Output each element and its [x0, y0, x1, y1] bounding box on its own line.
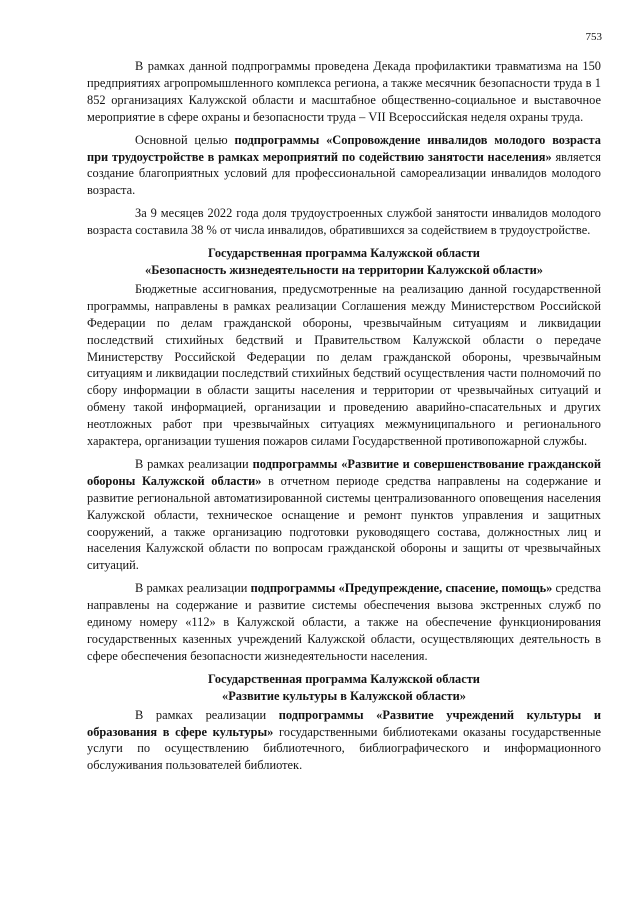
section-heading: [87, 245, 601, 279]
paragraph-text: в отчетном периоде средства направлены на содержание и развитие региональной автоматизированной системы централизованного оповещения населения Калужской области, техническое оснащение и ремонт пунктов управления и защитных сооружений, а также организацию подготовки руководящего состава, должностных лиц и населения Калужской области по вопросам гражданской обороны и защиты от чрезвычайных ситуаций.: [87, 473, 601, 573]
paragraph: [87, 205, 601, 239]
paragraph-text: В рамках реализации: [135, 707, 279, 722]
paragraph: [87, 281, 601, 450]
paragraph-text: Бюджетные ассигнования, предусмотренные на реализацию данной государственной программы, направлены в рамках реализации Соглашения между Министерством Российской Федерации по делам гражданской обороны, чрезвычайным ситуациям и ликвидации последствий стихийных бедствий и Правительством Калужской области о передаче Министерству Российской Федерации по делам гражданской обороны, чрезвычайным ситуациям и ликвидации последствий стихийных бедствий осуществления части полномочий по сбору информации в области защиты населения и территории от чрезвычайных ситуаций и обмену такой информацией, организации и проведению аварийно-спасательных и других неотложных работ при чрезвычайных ситуациях межмуниципального и регионального характера, организации тушения пожаров силами Государственной противопожарной службы.: [87, 281, 601, 449]
subprogram-name: подпрограммы «Развитие учреждений культуры и образования в сфере культуры»: [87, 707, 601, 739]
section-heading-line: «Развитие культуры в Калужской области»: [222, 688, 466, 703]
paragraph-text: В рамках реализации: [135, 456, 253, 471]
subprogram-name: подпрограммы «Развитие и совершенствование гражданской обороны Калужской области»: [87, 456, 601, 488]
paragraph-text: Основной целью: [135, 132, 235, 147]
subprogram-name: подпрограммы «Сопровождение инвалидов молодого возраста при трудоустройстве в рамках мероприятий по содействию занятости населения»: [87, 132, 601, 164]
paragraph-text: В рамках данной подпрограммы проведена Декада профилактики травматизма на 150 предприятиях агропромышленного комплекса региона, а также месячник безопасности труда в 1 852 организациях Калужской области и масштабное общественно-социальное и выставочное мероприятие в сфере охраны и безопасности труда – VII Всероссийская неделя охраны труда.: [87, 59, 601, 124]
document-body: [87, 58, 601, 780]
section-heading: [87, 671, 601, 705]
paragraph-text: является создание благоприятных условий для профессиональной самореализации инвалидов молодого возраста.: [87, 149, 601, 198]
section-heading-line: «Безопасность жизнедеятельности на территории Калужской области»: [145, 262, 543, 277]
paragraph: [87, 132, 601, 200]
paragraph-text: В рамках реализации: [135, 581, 251, 596]
paragraph-text: средства направлены на содержание и развитие системы обеспечения вызова экстренных служб по единому номеру «112» в Калужской области, а также на обеспечение функционирования государственных казенных учреждений Калужской области, осуществляющих деятельность в сфере обеспечения безопасности жизнедеятельности населения.: [87, 581, 601, 663]
section-heading-line: Государственная программа Калужской области: [208, 246, 480, 261]
section-heading-line: Государственная программа Калужской области: [208, 671, 480, 686]
paragraph: [87, 580, 601, 665]
page-number: 753: [585, 31, 602, 43]
paragraph-text: За 9 месяцев 2022 года доля трудоустроенных службой занятости инвалидов молодого возраста составила 38 % от числа инвалидов, обратившихся за содействием в трудоустройстве.: [87, 206, 601, 238]
paragraph: [87, 456, 601, 574]
paragraph-text: государственными библиотеками оказаны государственные услуги по осуществлению библиотечного, библиографического и информационного обслуживания пользователей библиотек.: [87, 724, 601, 773]
paragraph: [87, 707, 601, 775]
subprogram-name: подпрограммы «Предупреждение, спасение, помощь»: [250, 581, 553, 596]
paragraph: [87, 58, 601, 126]
